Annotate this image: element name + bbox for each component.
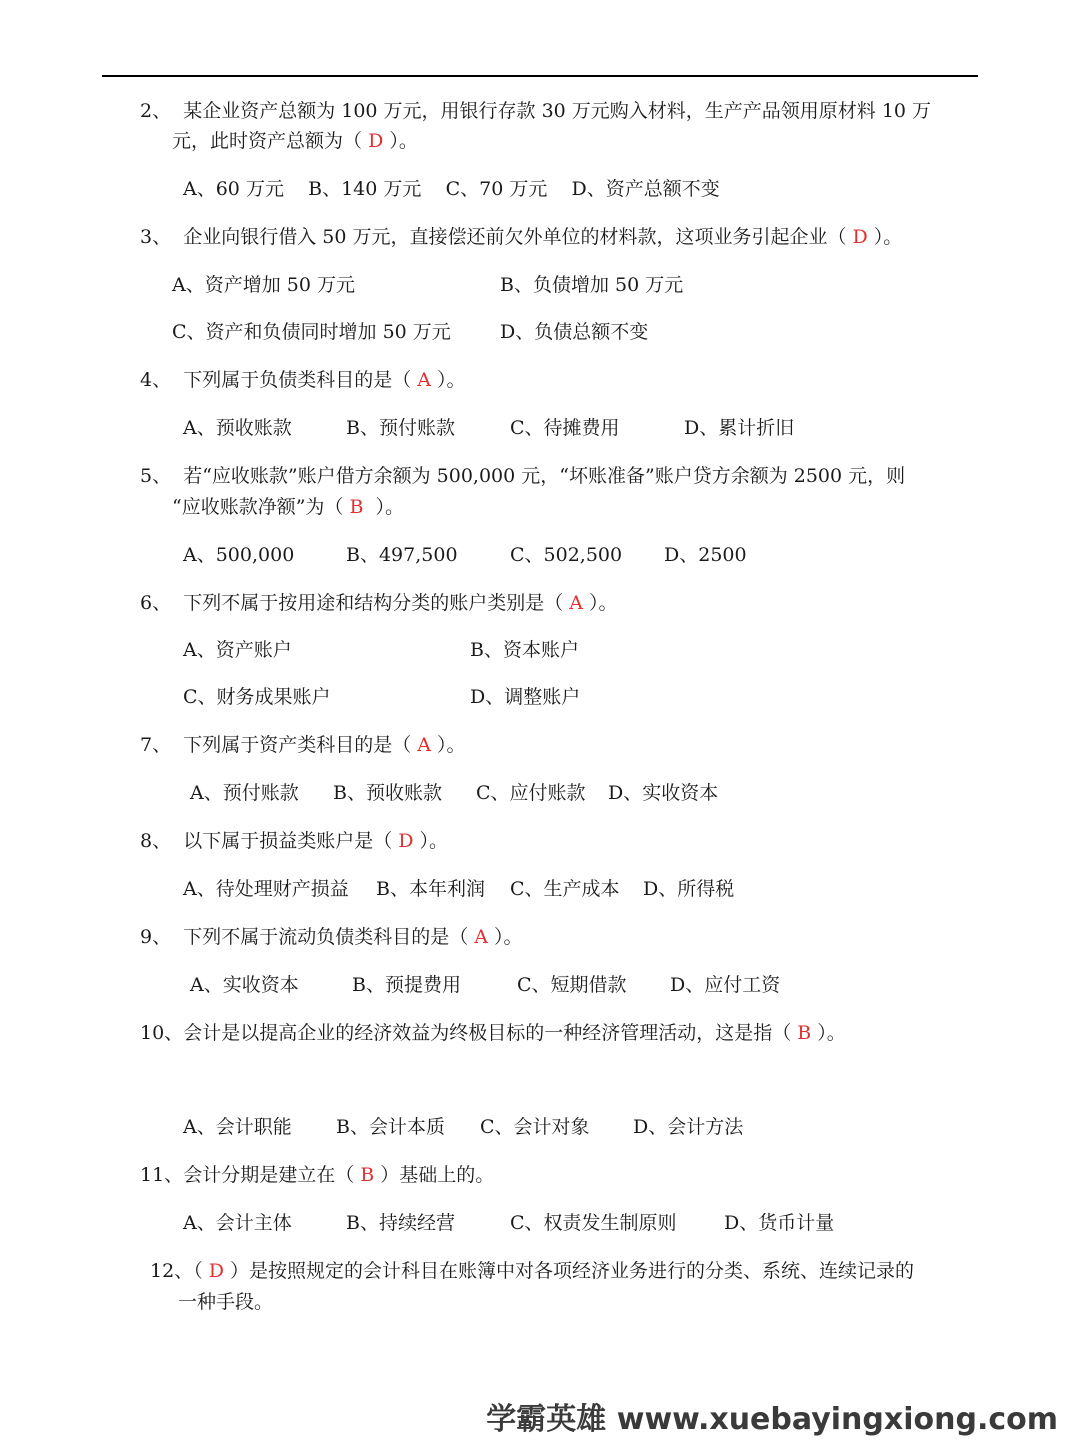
question-12-cont: 一种手段。 <box>178 1291 274 1313</box>
question-5: 5、 若“应收账款”账户借方余额为 500,000 元，“坏账准备”账户贷方余额为 2500 元，则 <box>140 465 906 487</box>
answer: A <box>417 369 431 391</box>
option-7d: D、实收资本 <box>608 782 719 804</box>
option-8b: B、本年利润 <box>376 878 485 900</box>
question-9: 9、 下列不属于流动负债类科目的是（ A ）。 <box>140 926 523 948</box>
question-3: 3、 企业向银行借入 50 万元，直接偿还前欠外单位的材料款，这项业务引起企业（ D ）。 <box>140 226 903 248</box>
question-2-cont: 元，此时资产总额为（ D ）。 <box>172 130 418 152</box>
question-12: 12、（ D ）是按照规定的会计科目在账簿中对各项经济业务进行的分类、系统、连续记录的 <box>150 1260 915 1282</box>
question-11: 11、会计分期是建立在（ B ）基础上的。 <box>140 1164 495 1186</box>
answer: D <box>208 1260 224 1282</box>
option-6b: B、资本账户 <box>470 639 579 661</box>
option-8a: A、待处理财产损益 <box>183 878 349 900</box>
answer: D <box>398 830 414 852</box>
question-5-cont: “应收账款净额”为（ B ）。 <box>172 496 405 518</box>
site-watermark: 学霸英雄 www.xuebayingxiong.com <box>486 1402 1058 1437</box>
option-5b: B、497,500 <box>346 544 458 566</box>
option-11a: A、会计主体 <box>183 1212 292 1234</box>
option-9b: B、预提费用 <box>352 974 461 996</box>
option-9a: A、实收资本 <box>190 974 299 996</box>
option-3d: D、负债总额不变 <box>500 321 649 343</box>
option-7c: C、应付账款 <box>476 782 586 804</box>
question-8: 8、 以下属于损益类账户是（ D ）。 <box>140 830 449 852</box>
answer: B <box>797 1022 812 1044</box>
option-5c: C、502,500 <box>510 544 623 566</box>
answer: A <box>417 734 431 756</box>
option-3b: B、负债增加 50 万元 <box>500 274 684 296</box>
answer: D <box>368 130 384 152</box>
answer: D <box>852 226 868 248</box>
option-11d: D、货币计量 <box>724 1212 835 1234</box>
option-5d: D、2500 <box>664 544 747 566</box>
option-8c: C、生产成本 <box>510 878 620 900</box>
option-11c: C、权责发生制原则 <box>510 1212 677 1234</box>
option-3a: A、资产增加 50 万元 <box>172 274 355 296</box>
question-10: 10、会计是以提高企业的经济效益为终极目标的一种经济管理活动，这是指（ B ）。 <box>140 1022 846 1044</box>
option-4d: D、累计折旧 <box>684 417 795 439</box>
option-10a: A、会计职能 <box>183 1116 292 1138</box>
question-6: 6、 下列不属于按用途和结构分类的账户类别是（ A ）。 <box>140 592 618 614</box>
option-4a: A、预收账款 <box>183 417 292 439</box>
option-5a: A、500,000 <box>183 544 295 566</box>
option-6c: C、财务成果账户 <box>183 686 331 708</box>
question-2: 2、 某企业资产总额为 100 万元，用银行存款 30 万元购入材料，生产产品领用原材料 10 万 <box>140 100 932 122</box>
question-4: 4、 下列属于负债类科目的是（ A ）。 <box>140 369 466 391</box>
option-6d: D、调整账户 <box>470 686 581 708</box>
option-9c: C、短期借款 <box>517 974 627 996</box>
option-4c: C、待摊费用 <box>510 417 620 439</box>
answer: A <box>569 592 583 614</box>
option-10b: B、会计本质 <box>336 1116 445 1138</box>
option-6a: A、资产账户 <box>183 639 292 661</box>
header-rule <box>102 75 978 77</box>
option-4b: B、预付账款 <box>346 417 455 439</box>
answer: B <box>360 1164 375 1186</box>
answer: A <box>474 926 488 948</box>
question-7: 7、 下列属于资产类科目的是（ A ）。 <box>140 734 466 756</box>
option-11b: B、持续经营 <box>346 1212 455 1234</box>
option-10d: D、会计方法 <box>633 1116 744 1138</box>
option-7a: A、预付账款 <box>190 782 299 804</box>
option-10c: C、会计对象 <box>480 1116 590 1138</box>
options-2: A、60 万元 B、140 万元 C、70 万元 D、资产总额不变 <box>183 178 720 200</box>
option-9d: D、应付工资 <box>670 974 781 996</box>
answer: B <box>349 496 364 518</box>
option-8d: D、所得税 <box>643 878 735 900</box>
option-7b: B、预收账款 <box>333 782 442 804</box>
option-3c: C、资产和负债同时增加 50 万元 <box>172 321 451 343</box>
